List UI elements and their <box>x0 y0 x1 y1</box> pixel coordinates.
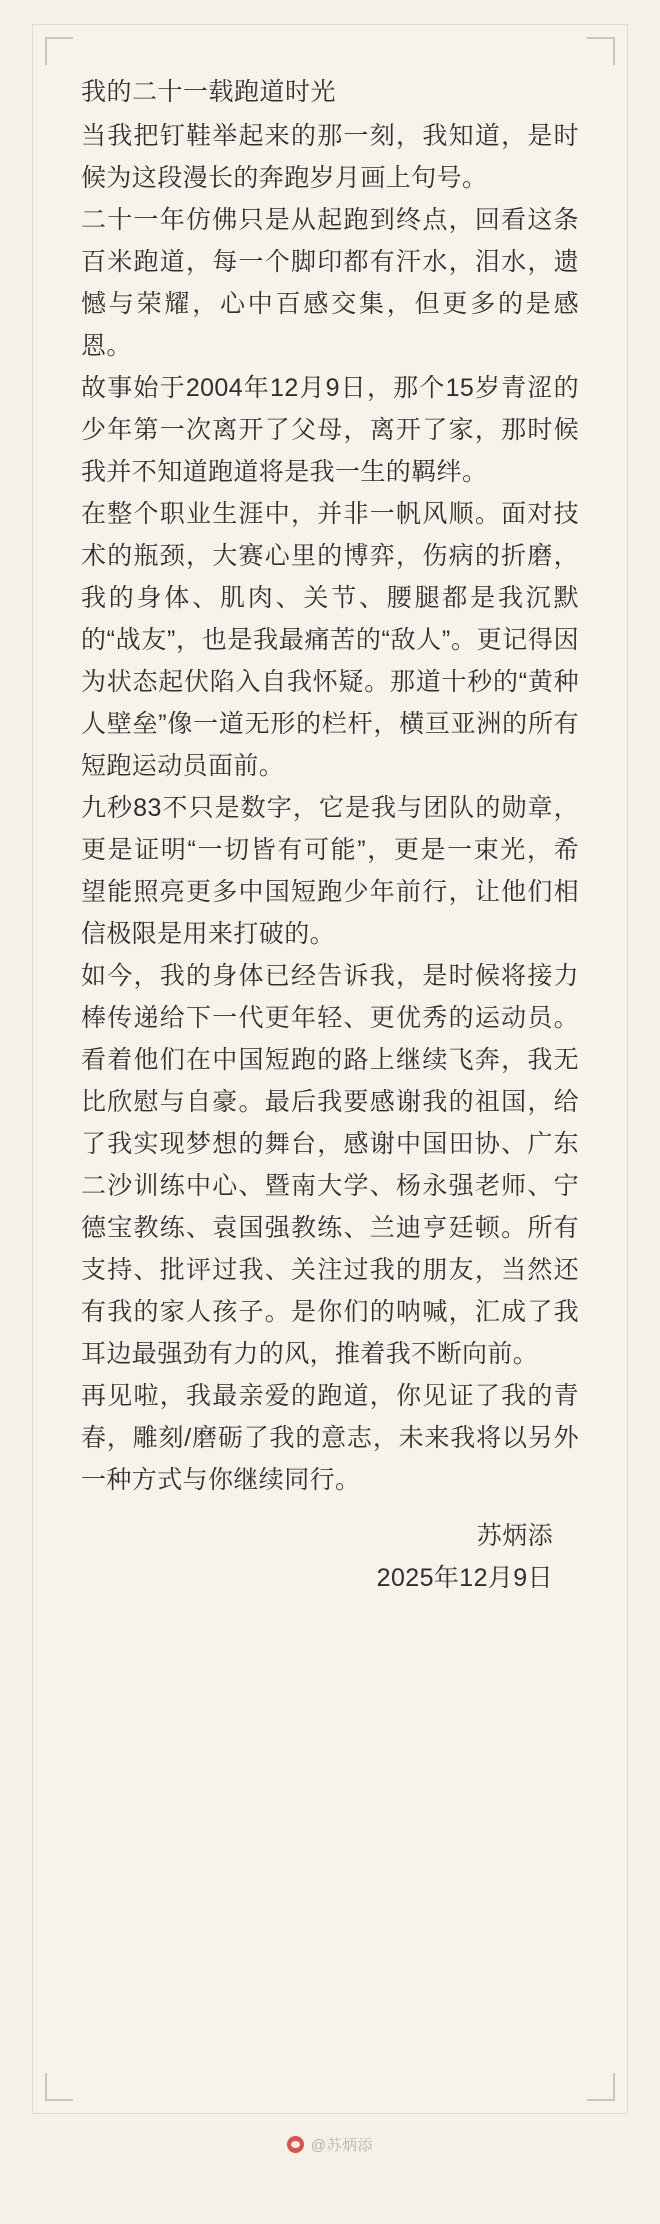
weibo-icon <box>287 2136 304 2153</box>
corner-ornament-top-left <box>45 37 73 65</box>
corner-ornament-bottom-left <box>45 2073 73 2101</box>
signature-date: 2025年12月9日 <box>376 1564 553 1592</box>
letter-paragraph-4: 在整个职业生涯中，并非一帆风顺。面对技术的瓶颈，大赛心里的博弈，伤病的折磨，我的身体、肌肉、关节、腰腿都是我沉默的“战友”，也是我最痛苦的“敌人”。更记得因为状态起伏陷入自我怀疑。那道十秒的“黄种人壁垒”像一道无形的栏杆，横亘亚洲的所有短跑运动员面前。 <box>81 500 579 780</box>
page-title: 我的二十一载跑道时光 <box>81 78 337 106</box>
watermark-text: @苏炳添 <box>310 2136 374 2154</box>
signature-block <box>81 1515 579 1599</box>
letter-paragraph-2: 二十一年仿佛只是从起跑到终点，回看这条百米跑道，每一个脚印都有汗水，泪水，遗憾与荣耀，心中百感交集，但更多的是感恩。 <box>81 206 579 360</box>
letter-paragraph-7: 再见啦，我最亲爱的跑道，你见证了我的青春，雕刻/磨砺了我的意志，未来我将以另外一种方式与你继续同行。 <box>81 1382 579 1494</box>
corner-ornament-bottom-right <box>587 2073 615 2101</box>
letter-paragraph-6: 如今，我的身体已经告诉我，是时候将接力棒传递给下一代更年轻、更优秀的运动员。看着他们在中国短跑的路上继续飞奔，我无比欣慰与自豪。最后我要感谢我的祖国，给了我实现梦想的舞台，感谢中国田协、广东二沙训练中心、暨南大学、杨永强老师、宁德宝教练、袁国强教练、兰迪亨廷顿。所有支持、批评过我、关注过我的朋友，当然还有我的家人孩子。是你们的呐喊，汇成了我耳边最强劲有力的风，推着我不断向前。 <box>81 962 579 1368</box>
signature-name: 苏炳添 <box>476 1522 553 1550</box>
letter-paragraph-5: 九秒83不只是数字，它是我与团队的勋章，更是证明“一切皆有可能”，更是一束光，希望能照亮更多中国短跑少年前行，让他们相信极限是用来打破的。 <box>81 794 579 948</box>
footer-watermark <box>0 2114 660 2174</box>
letter-paragraph-1: 当我把钉鞋举起来的那一刻，我知道，是时候为这段漫长的奔跑岁月画上句号。 <box>81 122 579 192</box>
letter-paragraph-3: 故事始于2004年12月9日，那个15岁青涩的少年第一次离开了父母，离开了家，那时候我并不知道跑道将是我一生的羁绊。 <box>81 374 579 486</box>
letter-card <box>32 24 628 2114</box>
corner-ornament-top-right <box>587 37 615 65</box>
